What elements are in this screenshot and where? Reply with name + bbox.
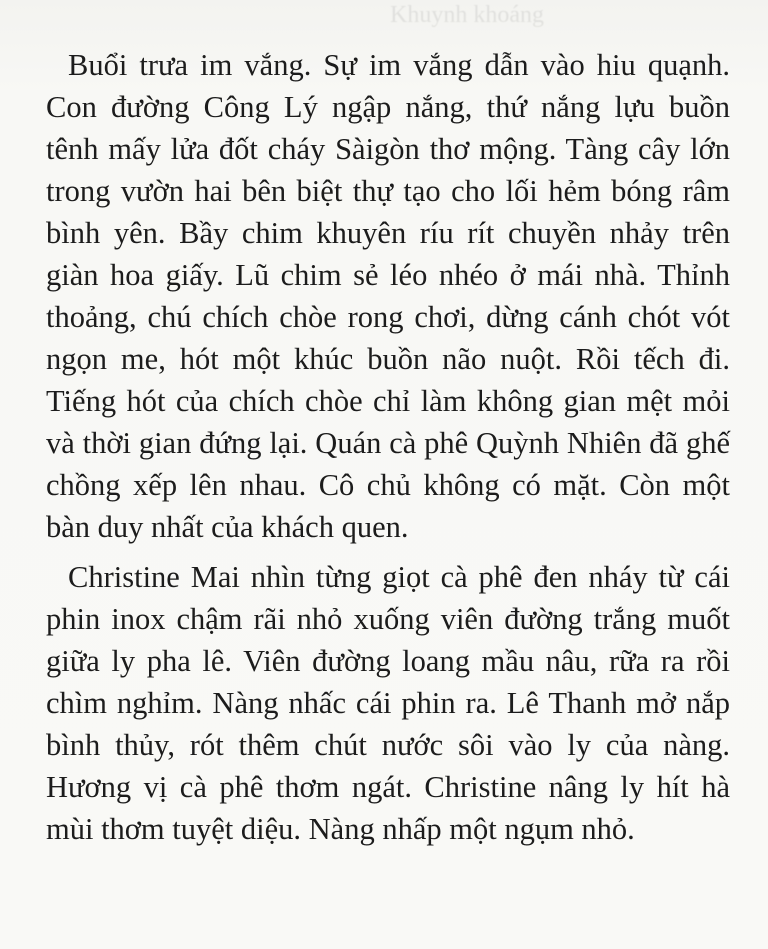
paragraph-2: Christine Mai nhìn từng giọt cà phê đen nháy từ cái phin inox chậm rãi nhỏ xuống viên đường trắng muốt giữa ly pha lê. Viên đường loang mầu nâu, rữa ra rồi chìm nghỉm. Nàng nhấc cái phin ra. Lê Thanh mở nắp bình thủy, rót thêm chút nước sôi vào ly của nàng. Hương vị cà phê thơm ngát. Christine nâng ly hít hà mùi thơm tuyệt diệu. Nàng nhấp một ngụm nhỏ. bbox=[46, 560, 730, 846]
page-text-block bbox=[46, 44, 730, 850]
bleed-through-text: Khuynh khoáng bbox=[390, 2, 544, 28]
paragraph-1: Buổi trưa im vắng. Sự im vắng dẫn vào hiu quạnh. Con đường Công Lý ngập nắng, thứ nắng lựu buồn tênh mấy lửa đốt cháy Sàigòn thơ mộng. Tàng cây lớn trong vườn hai bên biệt thự tạo cho lối hẻm bóng râm bình yên. Bầy chim khuyên ríu rít chuyền nhảy trên giàn hoa giấy. Lũ chim sẻ léo nhéo ở mái nhà. Thỉnh thoảng, chú chích chòe rong chơi, dừng cánh chót vót ngọn me, hót một khúc buồn não nuột. Rồi tếch đi. Tiếng hót của chích chòe chỉ làm không gian mệt mỏi và thời gian đứng lại. Quán cà phê Quỳnh Nhiên đã ghế chồng xếp lên nhau. Cô chủ không có mặt. Còn một bàn duy nhất của khách quen. bbox=[46, 48, 730, 544]
